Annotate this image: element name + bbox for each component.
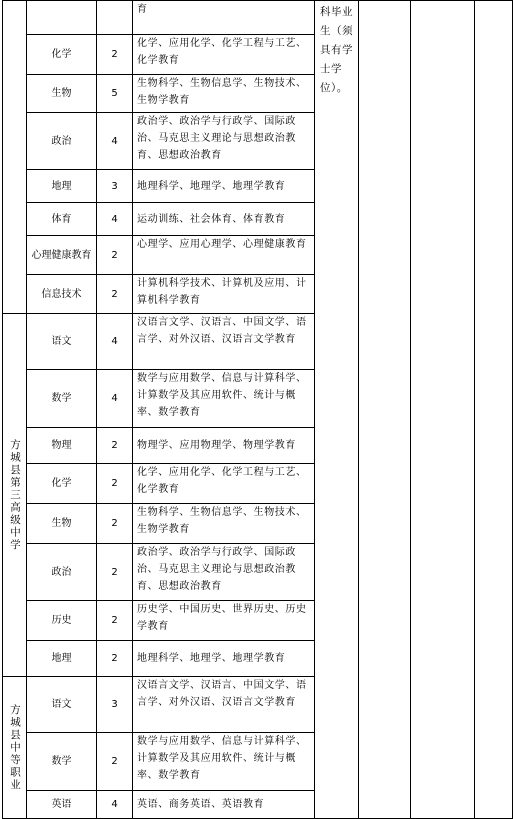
major-cell: 生物科学、生物信息学、生物技术、生物学教育 <box>133 504 315 544</box>
major-cell: 育 <box>133 1 315 35</box>
major-cell: 英语、商务英语、英语教育 <box>133 791 315 819</box>
subject-cell: 化学 <box>27 35 97 75</box>
count-cell: 4 <box>97 314 133 370</box>
count-cell: 3 <box>97 677 133 733</box>
count-cell: 4 <box>97 791 133 819</box>
count-cell: 2 <box>97 428 133 464</box>
major-cell: 生物科学、生物信息学、生物技术、生物学教育 <box>133 75 315 113</box>
count-cell: 2 <box>97 601 133 641</box>
empty-cell <box>359 1 411 819</box>
count-cell <box>97 1 133 35</box>
major-cell: 政治学、政治学与行政学、国际政治、马克思主义理论与思想政治教育、思想政治教育 <box>133 544 315 601</box>
major-cell: 数学与应用数学、信息与计算科学、计算数学及其应用软件、统计与概率、数学教育 <box>133 733 315 791</box>
recruitment-table <box>2 0 513 819</box>
count-cell: 2 <box>97 504 133 544</box>
major-cell: 汉语言文学、汉语言、中国文学、语言学、对外汉语、汉语言文学教育 <box>133 677 315 733</box>
major-cell: 化学、应用化学、化学工程与工艺、化学教育 <box>133 35 315 75</box>
empty-cell <box>411 1 475 819</box>
subject-cell: 生物 <box>27 75 97 113</box>
subject-cell: 政治 <box>27 113 97 170</box>
major-cell: 心理学、应用心理学、心理健康教育 <box>133 236 315 275</box>
count-cell: 5 <box>97 75 133 113</box>
count-cell: 4 <box>97 203 133 236</box>
count-cell: 2 <box>97 641 133 677</box>
subject-cell: 历史 <box>27 601 97 641</box>
count-cell: 3 <box>97 170 133 203</box>
count-cell: 2 <box>97 275 133 314</box>
unit-cell: 方城县中等职业 <box>3 677 27 819</box>
major-cell: 政治学、政治学与行政学、国际政治、马克思主义理论与思想政治教育、思想政治教育 <box>133 113 315 170</box>
subject-cell: 语文 <box>27 314 97 370</box>
subject-cell: 化学 <box>27 464 97 504</box>
count-cell: 2 <box>97 464 133 504</box>
subject-cell: 信息技术 <box>27 275 97 314</box>
count-cell: 2 <box>97 733 133 791</box>
empty-cell <box>475 1 513 819</box>
count-cell: 2 <box>97 544 133 601</box>
subject-cell: 生物 <box>27 504 97 544</box>
table-row <box>3 1 513 35</box>
major-cell: 地理科学、地理学、地理学教育 <box>133 170 315 203</box>
subject-cell: 心理健康教育 <box>27 236 97 275</box>
major-cell: 物理学、应用物理学、物理学教育 <box>133 428 315 464</box>
major-cell: 数学与应用数学、信息与计算科学、计算数学及其应用软件、统计与概率、数学教育 <box>133 370 315 428</box>
subject-cell <box>27 1 97 35</box>
major-cell: 历史学、中国历史、世界历史、历史学教育 <box>133 601 315 641</box>
major-cell: 汉语言文学、汉语言、中国文学、语言学、对外汉语、汉语言文学教育 <box>133 314 315 370</box>
major-cell: 地理科学、地理学、地理学教育 <box>133 641 315 677</box>
subject-cell: 数学 <box>27 370 97 428</box>
subject-cell: 数学 <box>27 733 97 791</box>
major-cell: 化学、应用化学、化学工程与工艺、化学教育 <box>133 464 315 504</box>
count-cell: 4 <box>97 370 133 428</box>
remark-cell: 科毕业生（须具有学士学位）。 <box>315 1 359 819</box>
subject-cell: 政治 <box>27 544 97 601</box>
count-cell: 4 <box>97 113 133 170</box>
major-cell: 运动训练、社会体育、体育教育 <box>133 203 315 236</box>
subject-cell: 语文 <box>27 677 97 733</box>
subject-cell: 体育 <box>27 203 97 236</box>
subject-cell: 地理 <box>27 641 97 677</box>
major-cell: 计算机科学技术、计算机及应用、计算机科学教育 <box>133 275 315 314</box>
unit-cell <box>3 1 27 314</box>
count-cell: 2 <box>97 236 133 275</box>
subject-cell: 地理 <box>27 170 97 203</box>
unit-cell: 方城县第三高级中学 <box>3 314 27 677</box>
subject-cell: 物理 <box>27 428 97 464</box>
count-cell: 2 <box>97 35 133 75</box>
subject-cell: 英语 <box>27 791 97 819</box>
